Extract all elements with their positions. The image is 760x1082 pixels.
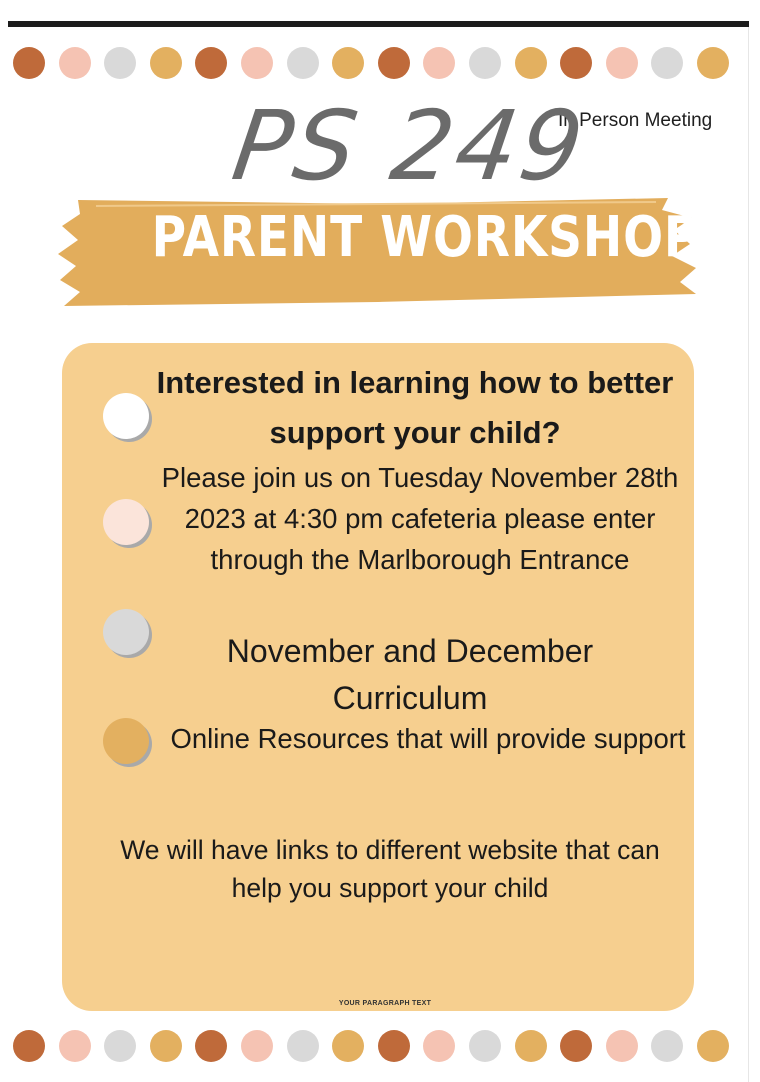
decorative-dot <box>560 1030 592 1062</box>
decorative-dot <box>651 47 683 79</box>
decorative-dot <box>423 1030 455 1062</box>
decorative-dot <box>697 1030 729 1062</box>
decorative-dot <box>287 1030 319 1062</box>
meeting-type-label: In Person Meeting <box>558 110 713 131</box>
decorative-dot <box>150 1030 182 1062</box>
decorative-dot <box>378 1030 410 1062</box>
decorative-dot <box>651 1030 683 1062</box>
decorative-dot <box>195 47 227 79</box>
topic-curriculum: November and December Curriculum <box>226 633 594 716</box>
decorative-dot <box>697 47 729 79</box>
decorative-dot <box>469 47 501 79</box>
decorative-dot-row-bottom <box>0 1028 760 1064</box>
decorative-dot-row-top <box>0 45 760 81</box>
event-details: Please join us on Tuesday November 28th 2023 at 4:30 pm cafeteria please enter through the Marlborough Entrance <box>161 462 679 575</box>
decorative-dot <box>59 1030 91 1062</box>
bullet-dot-white <box>103 393 149 439</box>
decorative-dot <box>195 1030 227 1062</box>
topic-online-resources: Online Resources that will provide support <box>170 723 686 754</box>
closing-note: We will have links to different website that can help you support your child <box>120 835 660 903</box>
right-edge-line <box>748 27 749 1082</box>
bullet-dot-pink <box>103 499 149 545</box>
school-title: PS 249 <box>226 90 593 202</box>
decorative-dot <box>606 47 638 79</box>
decorative-dot <box>150 47 182 79</box>
decorative-dot <box>104 1030 136 1062</box>
placeholder-text: YOUR PARAGRAPH TEXT <box>338 1000 432 1007</box>
decorative-dot <box>287 47 319 79</box>
decorative-dot <box>332 47 364 79</box>
decorative-dot <box>606 1030 638 1062</box>
decorative-dot <box>59 47 91 79</box>
workshop-banner-title: PARENT WORKSHOP <box>151 205 700 270</box>
bullet-dot-grey <box>103 609 149 655</box>
decorative-dot <box>423 47 455 79</box>
card-heading: Interested in learning how to better support your child? <box>156 365 674 450</box>
decorative-dot <box>13 1030 45 1062</box>
decorative-dot <box>378 47 410 79</box>
decorative-dot <box>469 1030 501 1062</box>
decorative-dot <box>104 47 136 79</box>
decorative-dot <box>241 1030 273 1062</box>
top-border <box>8 21 749 27</box>
decorative-dot <box>515 47 547 79</box>
decorative-dot <box>515 1030 547 1062</box>
decorative-dot <box>241 47 273 79</box>
decorative-dot <box>560 47 592 79</box>
bullet-dot-gold <box>103 718 149 764</box>
decorative-dot <box>332 1030 364 1062</box>
decorative-dot <box>13 47 45 79</box>
